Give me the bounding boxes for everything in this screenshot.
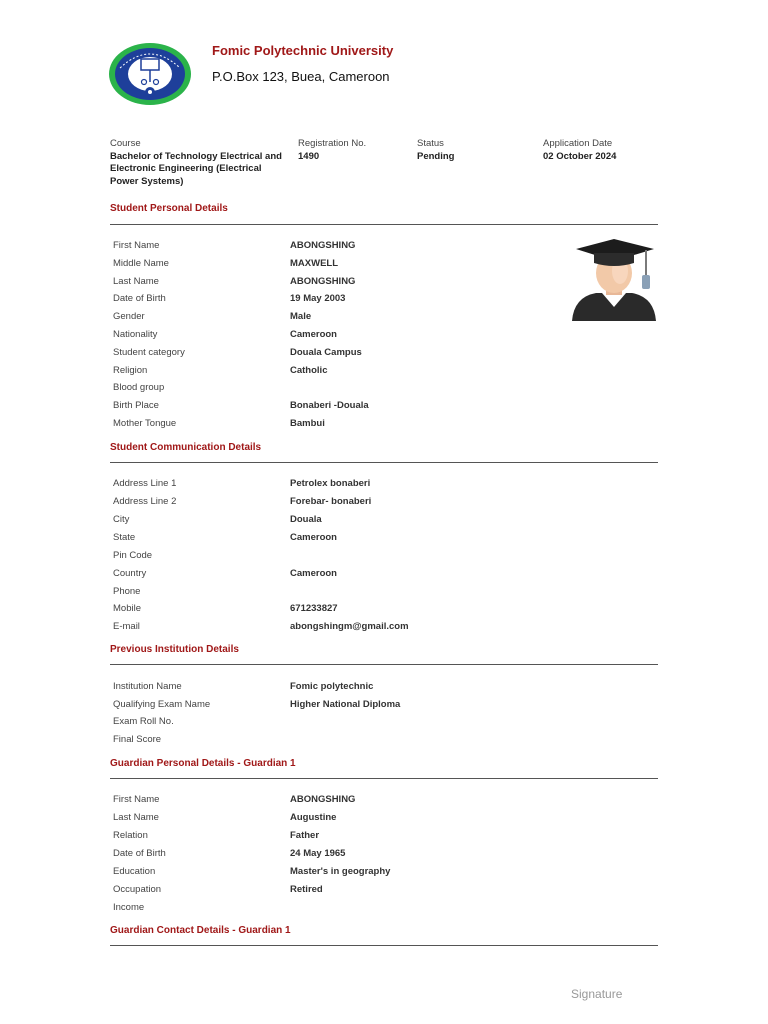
detail-value: Retired <box>290 884 323 895</box>
detail-value: 24 May 1965 <box>290 848 346 859</box>
divider <box>110 945 658 946</box>
registration-summary <box>298 138 408 163</box>
detail-value: 19 May 2003 <box>290 293 346 304</box>
detail-label: Mobile <box>113 603 141 614</box>
detail-value: Higher National Diploma <box>290 699 401 710</box>
status-summary <box>417 138 527 163</box>
detail-row <box>113 399 563 413</box>
detail-row <box>113 239 563 253</box>
detail-row <box>113 733 563 747</box>
section-title-guardian-personal: Guardian Personal Details - Guardian 1 <box>110 758 296 769</box>
detail-label: Country <box>113 568 147 579</box>
detail-label: Student category <box>113 347 185 358</box>
detail-row <box>113 847 563 861</box>
detail-row <box>113 417 563 431</box>
detail-row <box>113 531 563 545</box>
detail-value: Petrolex bonaberi <box>290 478 371 489</box>
detail-value: abongshingm@gmail.com <box>290 621 409 632</box>
detail-label: Mother Tongue <box>113 418 177 429</box>
detail-row <box>113 495 563 509</box>
detail-value: Bonaberi -Douala <box>290 400 369 411</box>
detail-label: Qualifying Exam Name <box>113 699 211 710</box>
divider <box>110 664 658 665</box>
detail-row <box>113 602 563 616</box>
detail-row <box>113 346 563 360</box>
detail-label: Pin Code <box>113 550 153 561</box>
detail-value: 671233827 <box>290 603 338 614</box>
detail-row <box>113 328 563 342</box>
date-summary <box>543 138 658 163</box>
course-value: Bachelor of Technology Electrical and Electronic Engineering (Electrical Power Systems) <box>110 150 282 187</box>
detail-value: ABONGSHING <box>290 794 356 805</box>
detail-value: Cameroon <box>290 568 337 579</box>
signature-label: Signature <box>571 987 623 1001</box>
detail-label: Date of Birth <box>113 848 166 859</box>
detail-label: State <box>113 532 136 543</box>
detail-row <box>113 310 563 324</box>
detail-value: Augustine <box>290 812 337 823</box>
detail-row <box>113 620 563 634</box>
registration-value: 1490 <box>298 150 320 162</box>
detail-row <box>113 585 563 599</box>
detail-label: Occupation <box>113 884 162 895</box>
divider <box>110 224 658 225</box>
detail-value: Fomic polytechnic <box>290 681 374 692</box>
detail-label: Blood group <box>113 382 165 393</box>
university-name: Fomic Polytechnic University <box>212 43 394 58</box>
detail-label: Last Name <box>113 812 159 823</box>
section-title-institution: Previous Institution Details <box>110 644 239 655</box>
detail-label: Last Name <box>113 276 159 287</box>
section-title-guardian-contact: Guardian Contact Details - Guardian 1 <box>110 925 291 936</box>
detail-label: E-mail <box>113 621 140 632</box>
detail-row <box>113 513 563 527</box>
detail-label: Address Line 1 <box>113 478 177 489</box>
detail-value: Forebar- bonaberi <box>290 496 372 507</box>
detail-row <box>113 698 563 712</box>
detail-row <box>113 257 563 271</box>
registration-label: Registration No. <box>298 138 367 149</box>
graduate-avatar-icon <box>570 237 658 321</box>
detail-label: Date of Birth <box>113 293 166 304</box>
divider <box>110 462 658 463</box>
application-date-value: 02 October 2024 <box>543 150 617 162</box>
status-label: Status <box>417 138 444 149</box>
detail-row <box>113 901 563 915</box>
detail-row <box>113 364 563 378</box>
detail-label: Income <box>113 902 145 913</box>
detail-row <box>113 865 563 879</box>
detail-row <box>113 829 563 843</box>
detail-label: Religion <box>113 365 148 376</box>
detail-row <box>113 680 563 694</box>
detail-label: Institution Name <box>113 681 182 692</box>
university-address: P.O.Box 123, Buea, Cameroon <box>212 69 390 84</box>
detail-label: Birth Place <box>113 400 159 411</box>
detail-label: Relation <box>113 830 148 841</box>
detail-value: MAXWELL <box>290 258 339 269</box>
detail-value: Douala Campus <box>290 347 362 358</box>
detail-label: Address Line 2 <box>113 496 177 507</box>
detail-row <box>113 715 563 729</box>
detail-label: First Name <box>113 240 160 251</box>
detail-row <box>113 381 563 395</box>
detail-row <box>113 275 563 289</box>
detail-row <box>113 567 563 581</box>
detail-label: Education <box>113 866 156 877</box>
detail-label: First Name <box>113 794 160 805</box>
detail-row <box>113 292 563 306</box>
detail-row <box>113 793 563 807</box>
course-summary <box>110 138 285 188</box>
detail-label: Final Score <box>113 734 162 745</box>
detail-label: Exam Roll No. <box>113 716 174 727</box>
detail-value: ABONGSHING <box>290 276 356 287</box>
divider <box>110 778 658 779</box>
detail-value: Male <box>290 311 312 322</box>
course-label: Course <box>110 138 141 149</box>
detail-label: Nationality <box>113 329 158 340</box>
detail-value: Douala <box>290 514 322 525</box>
detail-row <box>113 883 563 897</box>
status-value: Pending <box>417 150 455 162</box>
section-title-communication: Student Communication Details <box>110 442 262 453</box>
detail-value: Father <box>290 830 320 841</box>
detail-value: Catholic <box>290 365 328 376</box>
university-logo-icon <box>108 42 192 106</box>
section-title-personal: Student Personal Details <box>110 203 228 214</box>
detail-value: Cameroon <box>290 532 337 543</box>
detail-label: Middle Name <box>113 258 169 269</box>
detail-row <box>113 477 563 491</box>
application-date-label: Application Date <box>543 138 613 149</box>
detail-value: Bambui <box>290 418 325 429</box>
detail-value: Cameroon <box>290 329 337 340</box>
detail-value: ABONGSHING <box>290 240 356 251</box>
detail-label: Gender <box>113 311 145 322</box>
detail-label: City <box>113 514 130 525</box>
detail-value: Master's in geography <box>290 866 391 877</box>
detail-row <box>113 811 563 825</box>
detail-label: Phone <box>113 586 141 597</box>
detail-row <box>113 549 563 563</box>
